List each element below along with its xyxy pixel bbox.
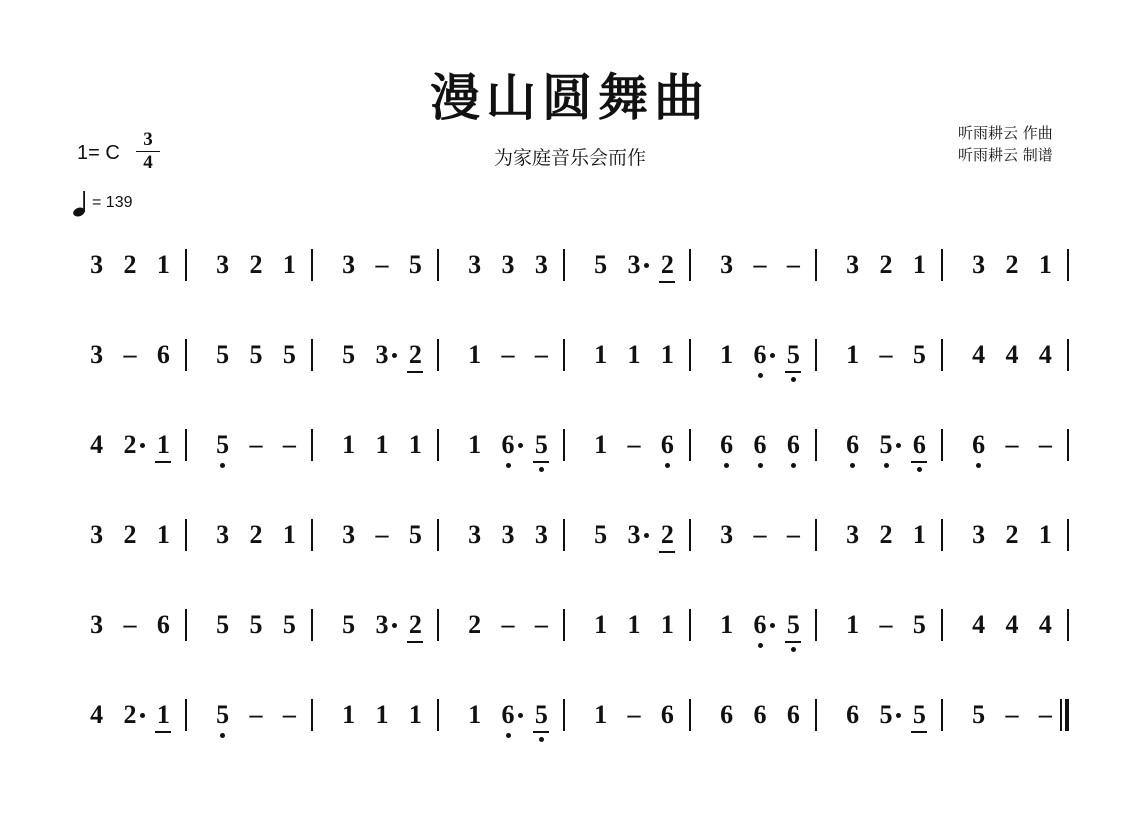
augmentation-dot [644,533,649,538]
note-digit: 3 [375,610,389,639]
note-digit: 1 [720,340,734,369]
note-digit: 6 [753,430,767,459]
note-digit: 4 [90,430,104,459]
note-digit: 3 [375,340,389,369]
low-octave-dot [791,463,796,468]
score-line [0,250,1140,310]
sustain-dash: – [753,250,767,279]
barline [311,609,313,641]
low-octave-dot [758,463,763,468]
barline [1067,609,1069,641]
composer-credit: 听雨耕云 作曲 [958,124,1053,142]
note-digit: 2 [123,520,137,549]
note-digit: 4 [972,340,986,369]
note-digit: 3 [972,250,986,279]
sustain-dash: – [786,250,800,279]
note-digit: 2 [408,610,422,639]
note-digit: 6 [753,610,767,639]
note-digit: 2 [879,520,893,549]
low-octave-dot [220,733,225,738]
augmentation-dot [518,443,523,448]
barline [941,699,943,731]
barline [689,699,691,731]
note-digit: 1 [594,340,608,369]
barline [437,429,439,461]
final-barline-thick [1065,699,1069,731]
final-barline-thin [1060,699,1062,731]
note-digit: 1 [282,250,296,279]
note-digit: 1 [156,520,170,549]
note-digit: 5 [879,700,893,729]
note-digit: 2 [879,250,893,279]
score-line [0,430,1140,490]
low-octave-dot [791,377,796,382]
note-digit: 5 [408,520,422,549]
note-digit: 1 [468,700,482,729]
augmentation-dot [896,713,901,718]
sustain-dash: – [282,430,296,459]
note-digit: 3 [720,520,734,549]
eighth-underline [155,731,171,733]
eighth-underline [785,371,801,373]
note-digit: 3 [342,250,356,279]
sustain-dash: – [879,340,893,369]
barline [941,609,943,641]
eighth-underline [407,371,423,373]
note-digit: 6 [912,430,926,459]
barline [941,249,943,281]
eighth-underline [911,461,927,463]
note-digit: 5 [408,250,422,279]
sustain-dash: – [123,340,137,369]
barline [185,249,187,281]
sustain-dash: – [1038,430,1052,459]
augmentation-dot [896,443,901,448]
note-digit: 6 [753,700,767,729]
note-digit: 6 [660,430,674,459]
note-digit: 6 [972,430,986,459]
augmentation-dot [392,623,397,628]
barline [311,429,313,461]
note-digit: 3 [90,250,104,279]
barline [941,339,943,371]
low-octave-dot [539,737,544,742]
note-digit: 3 [216,250,230,279]
barline [941,519,943,551]
barline [689,609,691,641]
eighth-underline [659,281,675,283]
note-digit: 3 [846,520,860,549]
note-digit: 3 [90,340,104,369]
note-digit: 5 [786,340,800,369]
note-digit: 3 [216,520,230,549]
note-digit: 1 [342,700,356,729]
sustain-dash: – [1038,700,1052,729]
note-digit: 2 [660,520,674,549]
barline [185,429,187,461]
sustain-dash: – [282,700,296,729]
note-digit: 6 [720,700,734,729]
barline [185,699,187,731]
note-digit: 1 [912,250,926,279]
note-digit: 5 [534,700,548,729]
note-digit: 5 [216,700,230,729]
note-digit: 5 [282,610,296,639]
note-digit: 3 [534,520,548,549]
note-digit: 5 [342,340,356,369]
barline [1067,519,1069,551]
note-digit: 6 [501,430,515,459]
eighth-underline [533,731,549,733]
barline [437,519,439,551]
low-octave-dot [724,463,729,468]
barline [941,429,943,461]
note-digit: 3 [972,520,986,549]
sustain-dash: – [501,340,515,369]
time-signature [136,130,160,173]
note-digit: 2 [123,250,137,279]
barline [563,699,565,731]
note-digit: 6 [156,340,170,369]
note-digit: 2 [123,430,137,459]
note-digit: 4 [1005,340,1019,369]
sustain-dash: – [249,430,263,459]
sustain-dash: – [501,610,515,639]
note-digit: 6 [720,430,734,459]
note-digit: 1 [375,700,389,729]
barline [1067,249,1069,281]
note-digit: 5 [912,700,926,729]
note-digit: 1 [156,430,170,459]
note-digit: 6 [846,700,860,729]
barline [815,429,817,461]
note-digit: 3 [501,520,515,549]
note-digit: 1 [594,610,608,639]
sustain-dash: – [249,700,263,729]
sustain-dash: – [123,610,137,639]
sustain-dash: – [786,520,800,549]
note-digit: 1 [408,700,422,729]
note-digit: 2 [1005,250,1019,279]
note-digit: 5 [216,340,230,369]
barline [563,519,565,551]
barline [563,609,565,641]
tempo-value: = 139 [92,194,133,211]
sustain-dash: – [753,520,767,549]
note-digit: 5 [342,610,356,639]
note-digit: 5 [249,340,263,369]
note-digit: 3 [90,610,104,639]
augmentation-dot [770,623,775,628]
note-digit: 6 [156,610,170,639]
note-digit: 6 [786,430,800,459]
note-digit: 2 [249,520,263,549]
low-octave-dot [758,373,763,378]
time-signature-bottom: 4 [143,152,153,173]
note-digit: 5 [282,340,296,369]
barline [689,519,691,551]
note-digit: 3 [342,520,356,549]
note-digit: 1 [375,430,389,459]
barline [689,249,691,281]
note-digit: 1 [594,430,608,459]
barline [437,339,439,371]
sustain-dash: – [627,700,641,729]
note-digit: 1 [342,430,356,459]
note-digit: 2 [468,610,482,639]
score-line [0,700,1140,760]
note-digit: 5 [594,520,608,549]
note-digit: 5 [594,250,608,279]
barline [437,249,439,281]
note-digit: 3 [720,250,734,279]
barline [311,249,313,281]
barline [311,699,313,731]
note-digit: 1 [720,610,734,639]
score-title: 漫山圆舞曲 [430,69,710,127]
note-digit: 2 [1005,520,1019,549]
eighth-underline [407,641,423,643]
augmentation-dot [644,263,649,268]
note-digit: 1 [1038,250,1052,279]
sustain-dash: – [627,430,641,459]
sustain-dash: – [375,520,389,549]
eighth-underline [155,461,171,463]
score-subtitle: 为家庭音乐会而作 [493,147,646,169]
sustain-dash: – [534,340,548,369]
note-digit: 1 [156,700,170,729]
note-digit: 3 [501,250,515,279]
score-line [0,610,1140,670]
note-digit: 1 [468,430,482,459]
augmentation-dot [770,353,775,358]
note-digit: 5 [972,700,986,729]
quarter-note-icon [72,190,90,218]
low-octave-dot [884,463,889,468]
low-octave-dot [917,467,922,472]
barline [185,519,187,551]
note-digit: 4 [1038,340,1052,369]
barline [689,429,691,461]
low-octave-dot [506,733,511,738]
note-digit: 3 [468,250,482,279]
note-digit: 4 [1038,610,1052,639]
low-octave-dot [506,463,511,468]
barline [815,699,817,731]
note-digit: 5 [249,610,263,639]
augmentation-dot [140,443,145,448]
arranger-credit: 听雨耕云 制谱 [958,146,1053,164]
note-digit: 6 [501,700,515,729]
time-signature-top: 3 [143,129,153,150]
note-digit: 1 [627,340,641,369]
note-digit: 5 [534,430,548,459]
note-digit: 4 [90,700,104,729]
note-digit: 1 [660,340,674,369]
low-octave-dot [539,467,544,472]
note-digit: 2 [249,250,263,279]
barline [185,339,187,371]
note-digit: 3 [534,250,548,279]
note-digit: 5 [786,610,800,639]
barline [1067,429,1069,461]
barline [437,699,439,731]
note-digit: 4 [972,610,986,639]
sustain-dash: – [1005,430,1019,459]
note-digit: 1 [846,340,860,369]
note-digit: 6 [846,430,860,459]
eighth-underline [911,731,927,733]
barline [815,249,817,281]
barline [311,339,313,371]
note-digit: 3 [468,520,482,549]
note-digit: 2 [660,250,674,279]
barline [185,609,187,641]
key-signature: 1= C [77,142,120,164]
note-digit: 3 [627,250,641,279]
augmentation-dot [518,713,523,718]
note-digit: 1 [1038,520,1052,549]
note-digit: 1 [912,520,926,549]
score-line [0,340,1140,400]
barline [815,339,817,371]
note-digit: 1 [408,430,422,459]
barline [815,519,817,551]
low-octave-dot [220,463,225,468]
barline [437,609,439,641]
low-octave-dot [665,463,670,468]
note-digit: 5 [216,610,230,639]
eighth-underline [785,641,801,643]
sustain-dash: – [879,610,893,639]
note-digit: 2 [408,340,422,369]
note-digit: 6 [786,700,800,729]
note-digit: 2 [123,700,137,729]
note-digit: 1 [660,610,674,639]
barline [311,519,313,551]
sustain-dash: – [375,250,389,279]
barline [1067,339,1069,371]
barline [563,429,565,461]
augmentation-dot [140,713,145,718]
note-digit: 5 [912,340,926,369]
note-digit: 1 [594,700,608,729]
note-digit: 3 [627,520,641,549]
credits [958,122,1053,166]
note-digit: 4 [1005,610,1019,639]
note-digit: 5 [216,430,230,459]
note-digit: 6 [660,700,674,729]
score-line [0,520,1140,580]
note-digit: 3 [846,250,860,279]
eighth-underline [659,551,675,553]
note-digit: 1 [627,610,641,639]
sustain-dash: – [1005,700,1019,729]
note-digit: 1 [282,520,296,549]
barline [563,249,565,281]
note-digit: 6 [753,340,767,369]
barline [563,339,565,371]
note-digit: 1 [468,340,482,369]
note-digit: 1 [156,250,170,279]
low-octave-dot [791,647,796,652]
note-digit: 5 [879,430,893,459]
low-octave-dot [758,643,763,648]
sustain-dash: – [534,610,548,639]
barline [689,339,691,371]
note-digit: 3 [90,520,104,549]
note-digit: 1 [846,610,860,639]
low-octave-dot [850,463,855,468]
barline [815,609,817,641]
note-digit: 5 [912,610,926,639]
eighth-underline [533,461,549,463]
low-octave-dot [976,463,981,468]
augmentation-dot [392,353,397,358]
